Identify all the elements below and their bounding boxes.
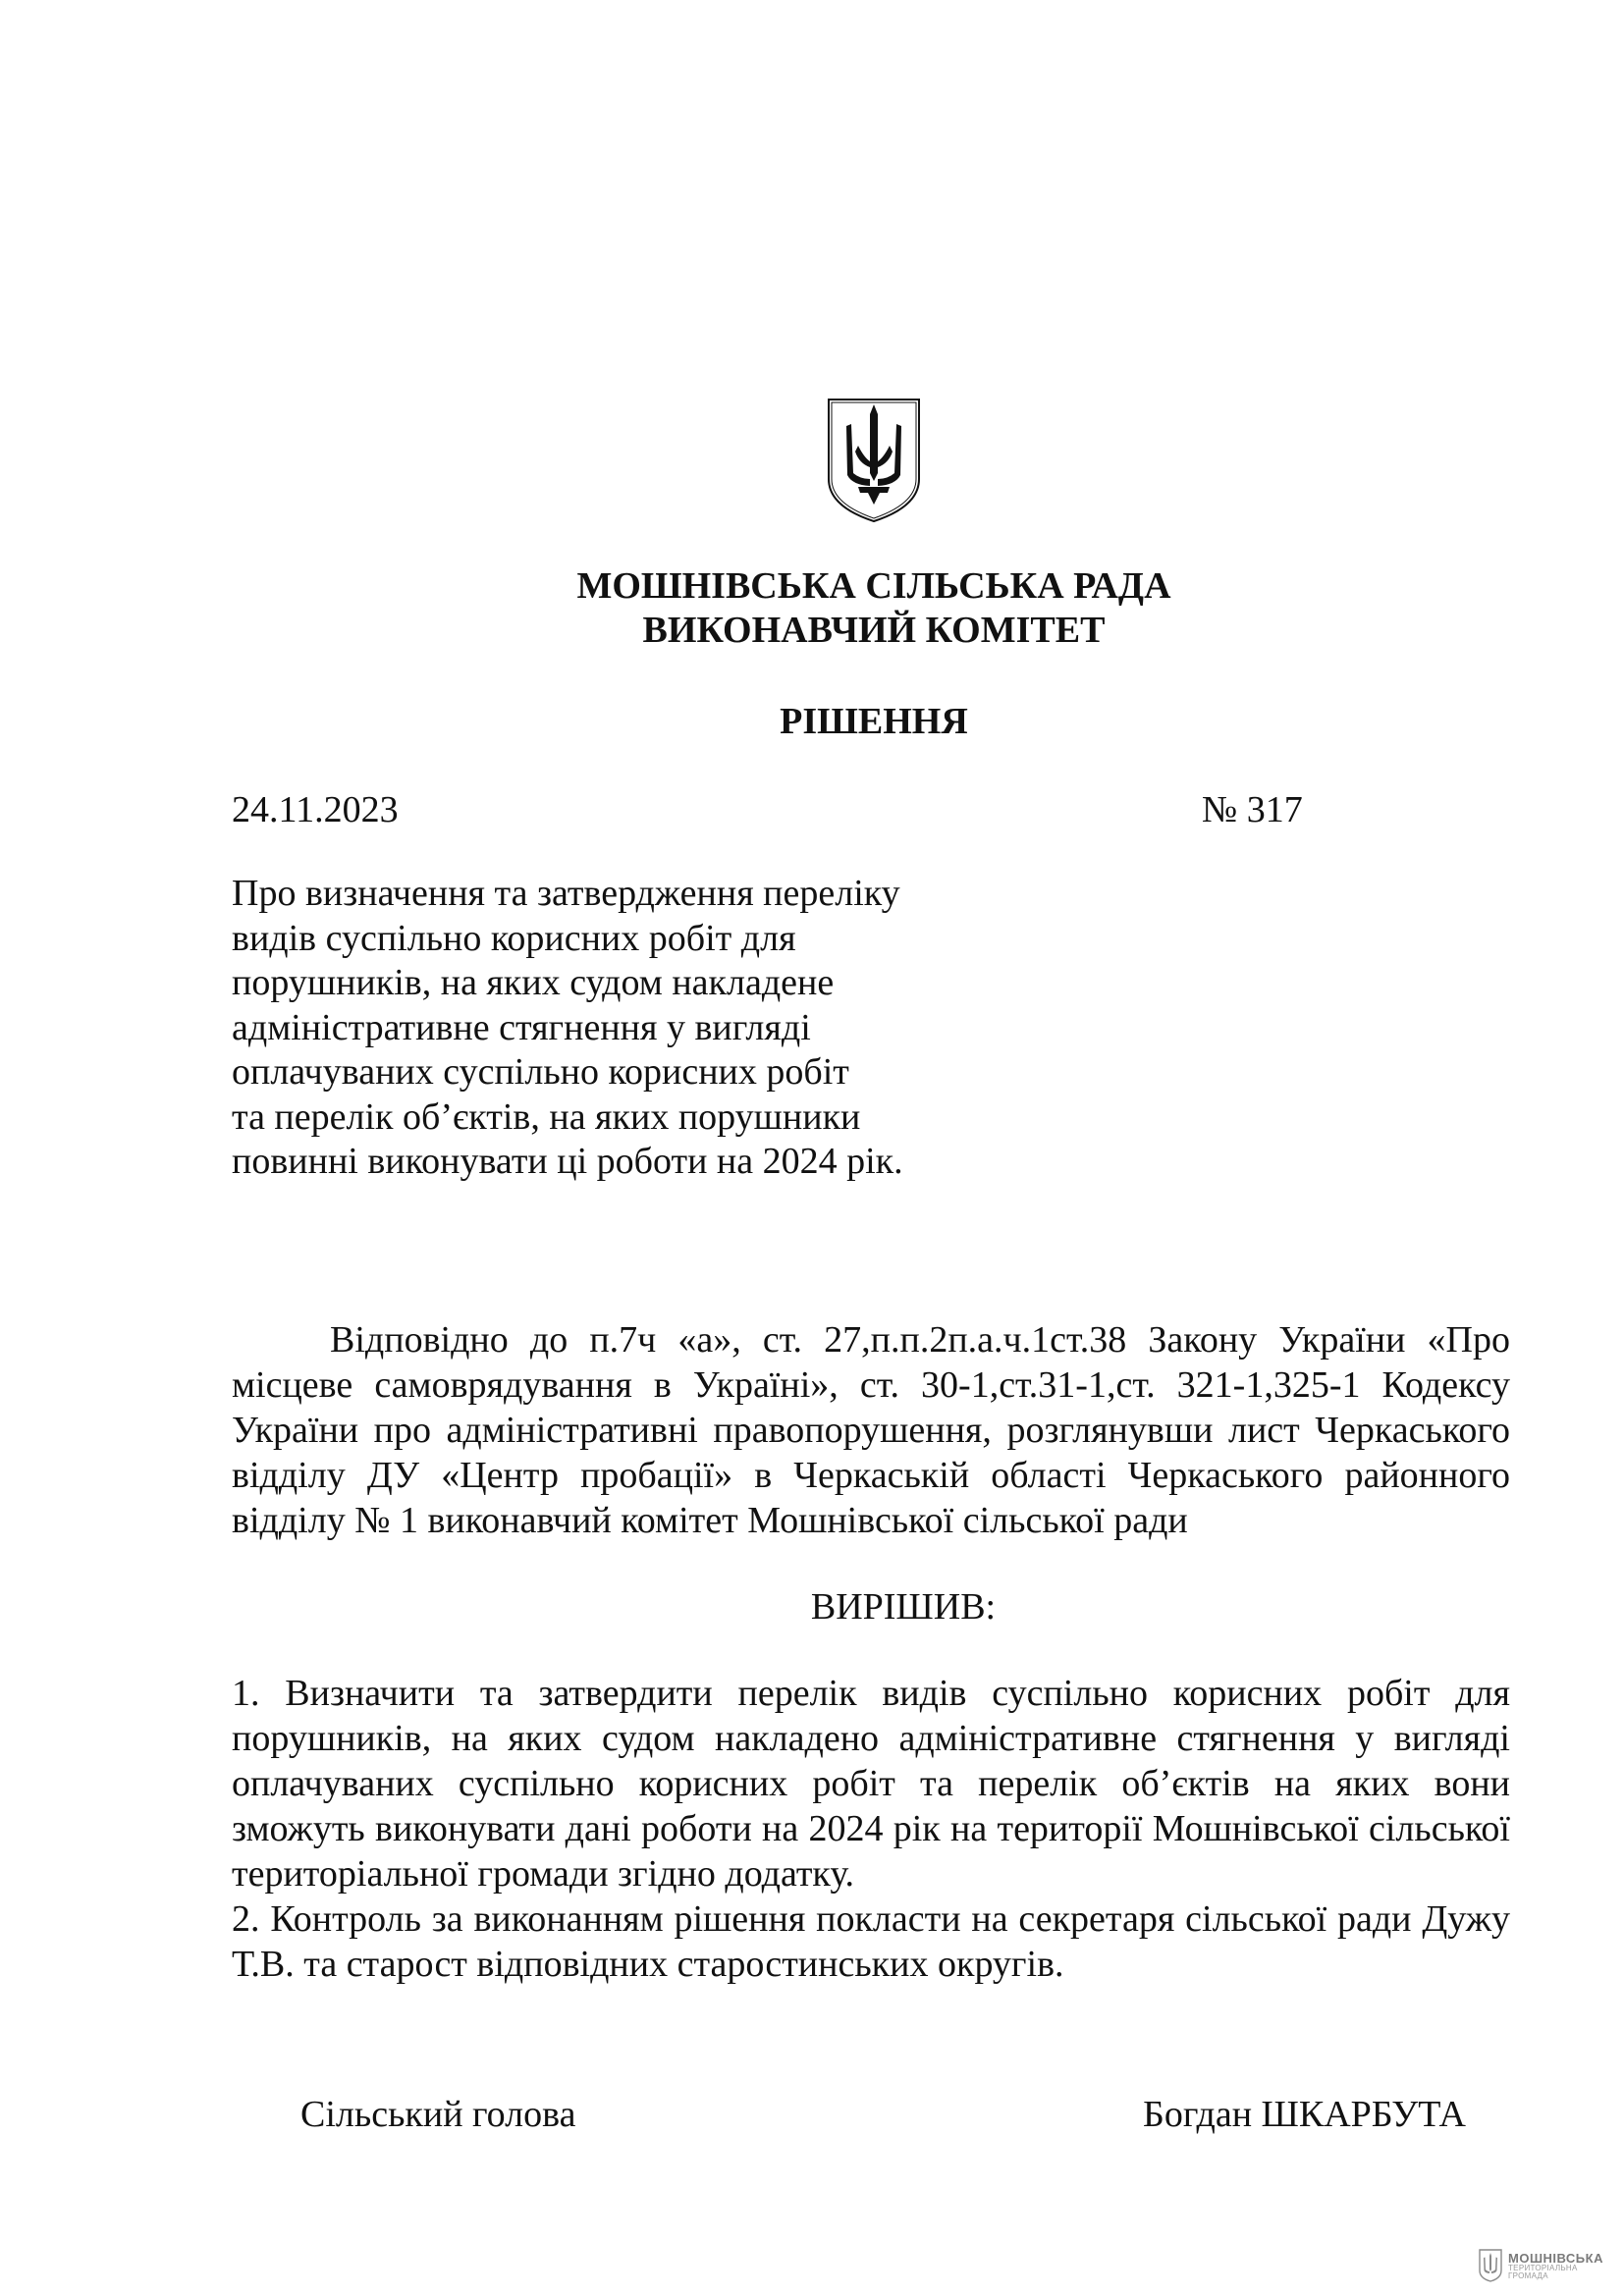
subject-line: адміністративне стягнення у вигляді <box>232 1006 811 1048</box>
resolved-heading: ВИРІШИВ: <box>810 1586 997 1628</box>
subject-line: порушників, на яких судом накладене <box>232 962 835 1003</box>
watermark-line: ТЕРИТОРІАЛЬНА <box>1508 2263 1578 2272</box>
watermark-line: МОШНІВСЬКА <box>1508 2250 1603 2266</box>
decision-point: 2. Контроль за виконанням рішення покласти на секретаря сільської ради Дужу Т.В. та старост відповідних старостинських округів. <box>232 1898 1510 1985</box>
preamble-paragraph: Відповідно до п.7ч «а», ст. 27,п.п.2п.а.ч.1ст.38 Закону України «Про місцеве самоврядування в Україні», ст. 30-1,ст.31-1,ст. 321-1,325-1 Кодексу України про адміністративні правопорушення, розглянувши лист Черкаського відділу ДУ «Центр пробації» в Черкаській області Черкаського районного відділу № 1 виконавчий комітет Мошнівської сільської ради <box>232 1319 1510 1541</box>
decision-point: 1. Визначити та затвердити перелік видів суспільно корисних робіт для порушників, на яких судом накладено адміністративне стягнення у вигляді оплачуваних суспільно корисних робіт та перелік об’єктів на яких вони зможуть виконувати дані роботи на 2024 рік на території Мошнівської сільської територіальної громади згідно додатку. <box>232 1673 1510 1895</box>
tryzub-coat-of-arms-icon <box>824 397 924 524</box>
subject-line: та перелік об’єктів, на яких порушники <box>232 1095 861 1138</box>
council-header <box>0 564 1624 653</box>
community-watermark <box>1479 2244 1616 2287</box>
community-logo-icon <box>1479 2249 1502 2282</box>
decision-points <box>232 1671 1510 1987</box>
watermark-line: ГРОМАДА <box>1508 2270 1548 2280</box>
committee-name: ВИКОНАВЧИЙ КОМІТЕТ <box>642 610 1106 651</box>
council-name: МОШНІВСЬКА СІЛЬСЬКА РАДА <box>576 565 1171 607</box>
decision-date: 24.11.2023 <box>232 789 399 830</box>
decision-number: № 317 <box>1202 789 1303 830</box>
subject-line: повинні виконувати ці роботи на 2024 рік. <box>232 1141 903 1182</box>
signature-role: Сільський голова <box>300 2094 576 2135</box>
signature-name: Богдан ШКАРБУТА <box>1143 2094 1466 2135</box>
decision-title: РІШЕННЯ <box>780 701 968 742</box>
subject-line: оплачуваних суспільно корисних робіт <box>232 1051 849 1093</box>
watermark-text <box>1508 2252 1603 2280</box>
subject-line: видів суспільно корисних робіт для <box>232 917 796 959</box>
decision-subject <box>232 872 978 1185</box>
subject-line: Про визначення та затвердження переліку <box>232 873 900 914</box>
